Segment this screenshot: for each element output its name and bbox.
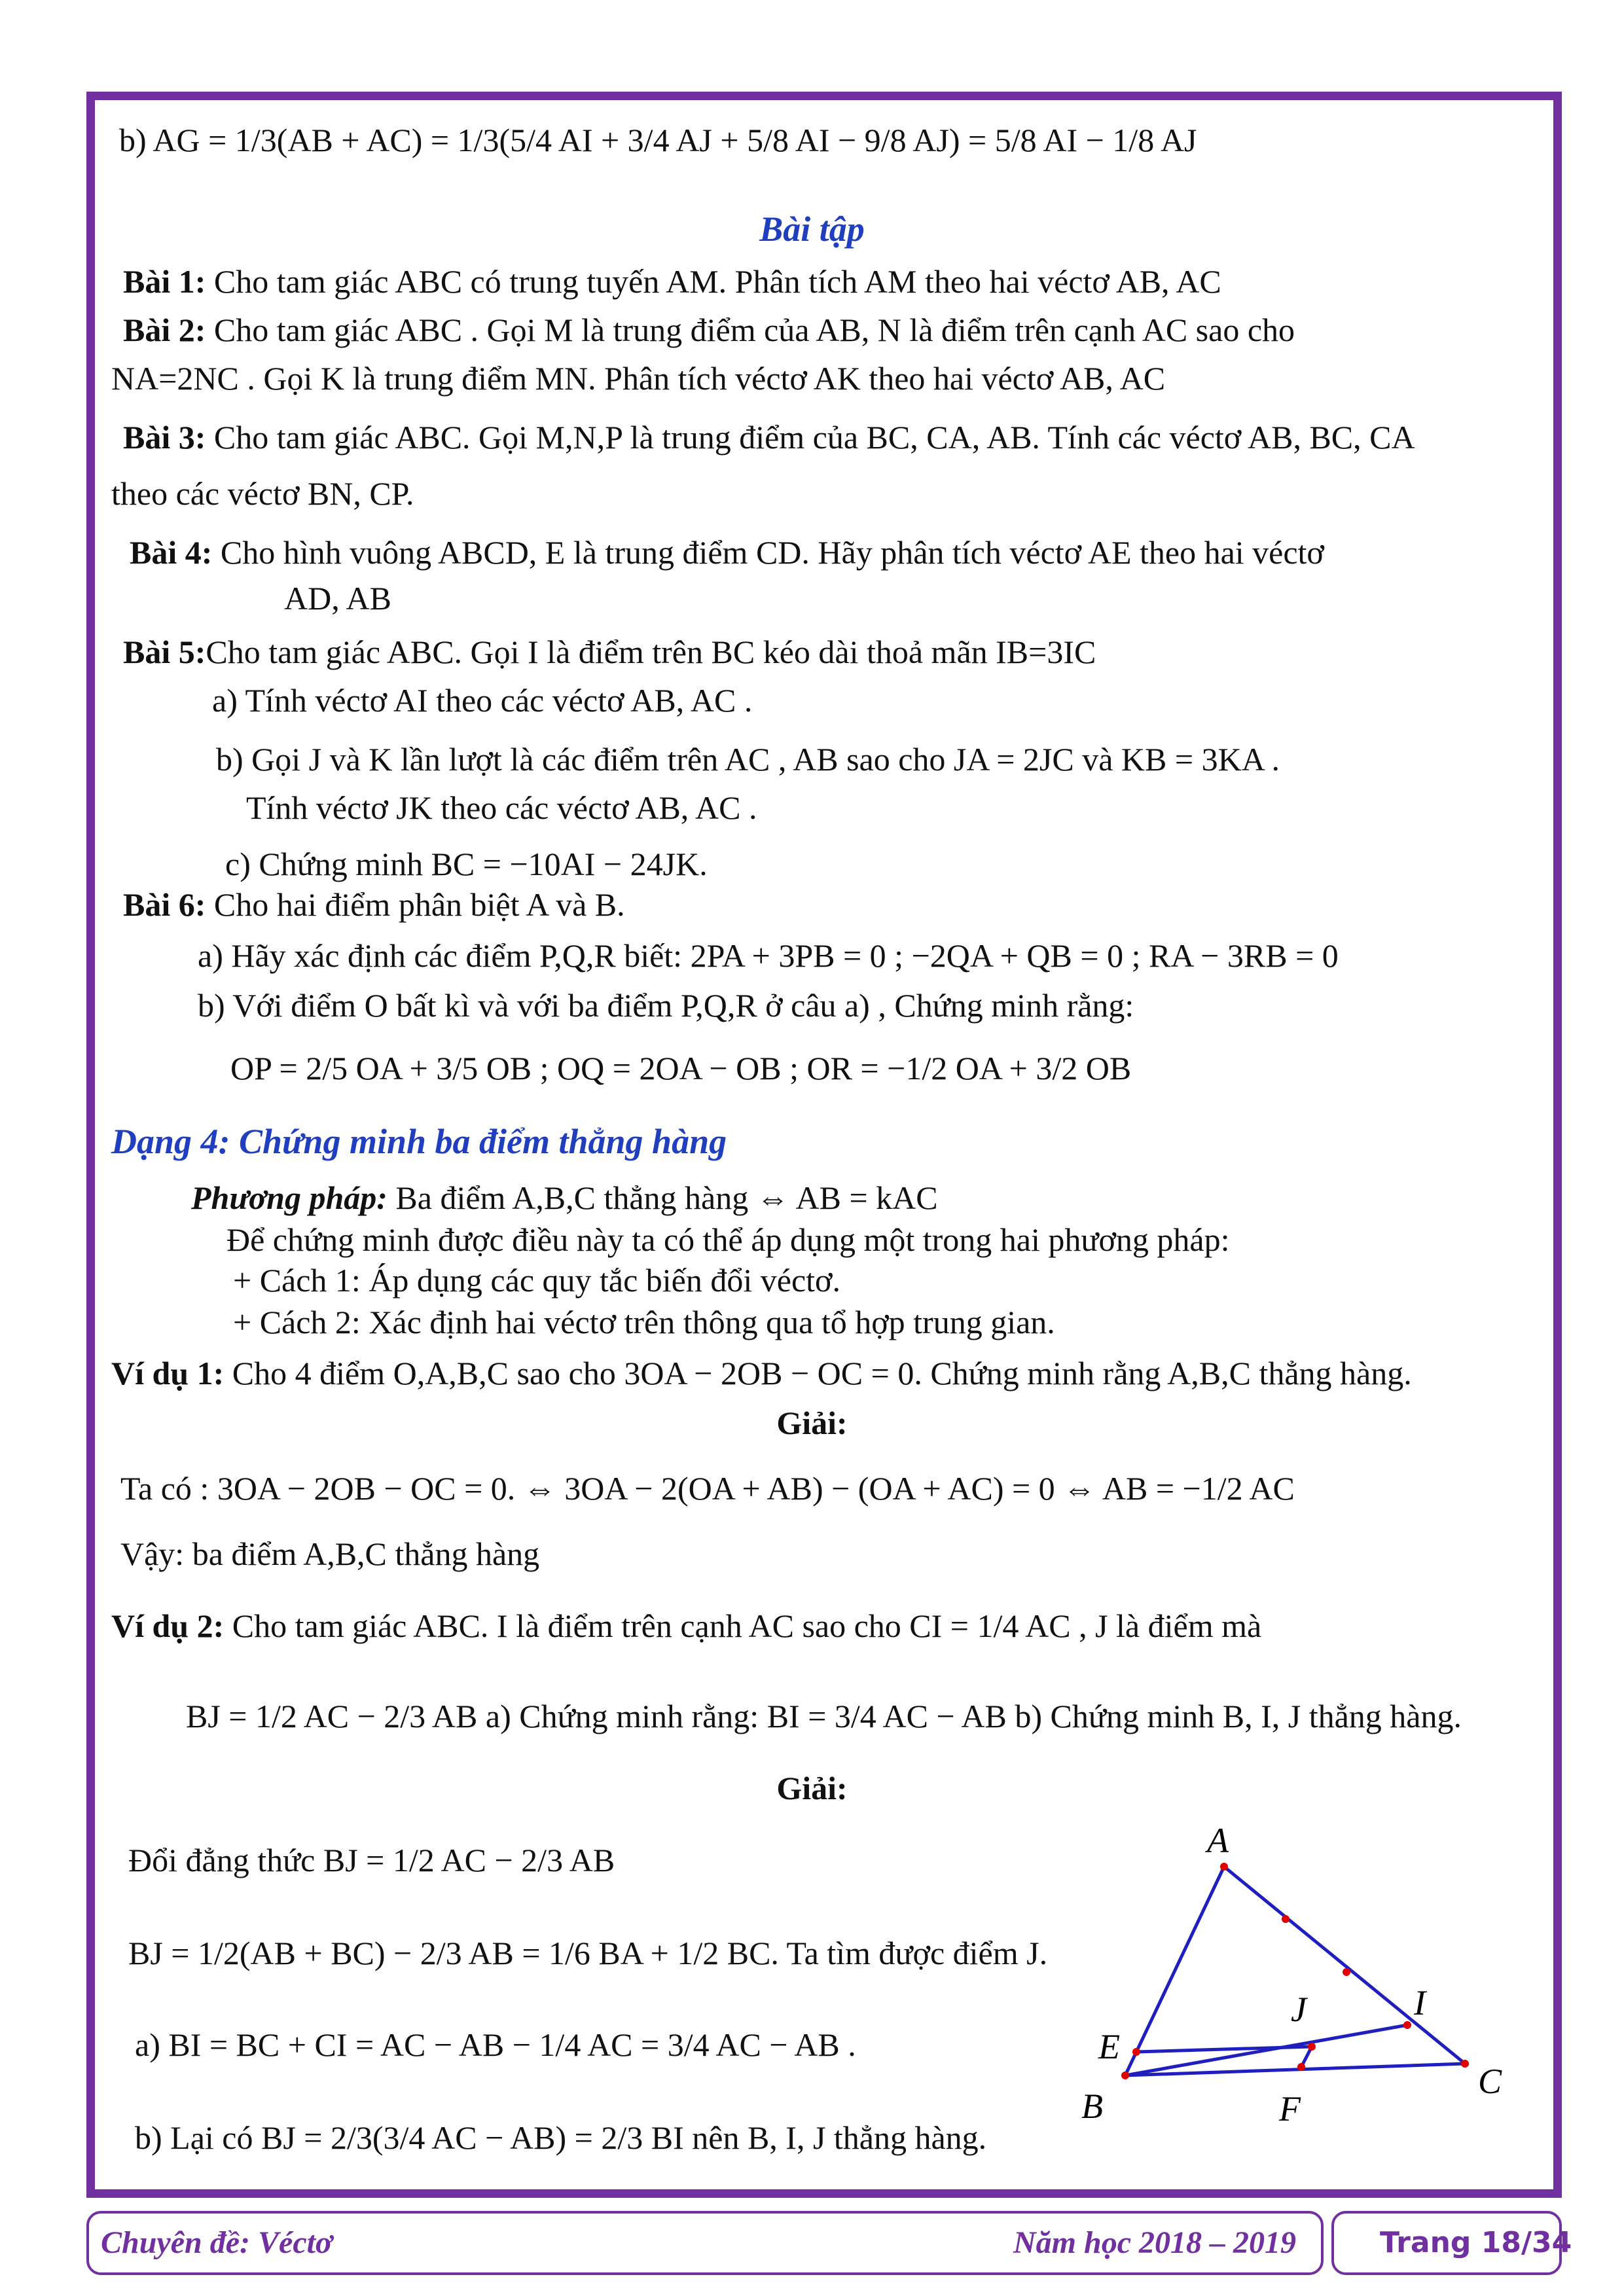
bai-4-line1: Cho hình vuông ABCD, E là trung điểm CD. Hãy phân tích véctơ AE theo hai véctơ — [220, 534, 1324, 571]
point-c — [1461, 2060, 1469, 2068]
vi-du-2-text: Cho tam giác ABC. I là điểm trên cạnh AC sao cho CI = 1/4 AC , J là điểm mà — [232, 1607, 1262, 1644]
vi-du-2 — [111, 1605, 1261, 1647]
bai-1 — [123, 260, 1221, 302]
bai-5-b2: Tính véctơ JK theo các véctơ AB, AC . — [246, 789, 757, 826]
footer-nam-hoc: Năm học 2018 – 2019 — [1013, 2225, 1296, 2260]
cach-2: + Cách 2: Xác định hai véctơ trên thông qua tổ hợp trung gian. — [233, 1304, 1055, 1340]
vi-du-2-step4: b) Lại có BJ = 2/3(3/4 AC − AB) = 2/3 BI nên B, I, J thẳng hàng. — [135, 2119, 987, 2156]
footer-chuyen-de: Chuyên đề: Véctơ — [101, 2225, 333, 2260]
segment-ej — [1136, 2047, 1312, 2052]
giai-1: Giải: — [776, 1405, 848, 1441]
point-b — [1121, 2072, 1129, 2079]
label-b: B — [1081, 2087, 1103, 2126]
vi-du-2-label: Ví dụ 2: — [111, 1607, 225, 1644]
bai-3-line1: Cho tam giác ABC. Gọi M,N,P là trung điểm của BC, CA, AB. Tính các véctơ AB, BC, CA — [213, 419, 1415, 456]
phuong-phap-label: Phương pháp: — [191, 1179, 388, 1216]
dang-4-line2: Để chứng minh được điều này ta có thể áp dụng một trong hai phương pháp: — [226, 1221, 1230, 1258]
vi-du-2-line2: BJ = 1/2 AC − 2/3 AB a) Chứng minh rằng: BI = 3/4 AC − AB b) Chứng minh B, I, J thẳng hàng. — [186, 1698, 1462, 1734]
vi-du-1-vay: Vậy: ba điểm A,B,C thẳng hàng — [120, 1535, 540, 1572]
label-a: A — [1207, 1821, 1229, 1860]
bai-6-b: b) Với điểm O bất kì và với ba điểm P,Q,R ở câu a) , Chứng minh rằng: — [198, 987, 1134, 1024]
bai-4-line2: AD, AB — [284, 580, 391, 617]
dang-4-title: Dạng 4: Chứng minh ba điểm thẳng hàng — [111, 1122, 727, 1161]
vi-du-1-text: Cho 4 điểm O,A,B,C sao cho 3OA − 2OB − OC = 0. Chứng minh rằng A,B,C thẳng hàng. — [232, 1355, 1412, 1391]
bai-5 — [123, 631, 1096, 673]
point-j — [1308, 2043, 1316, 2051]
bai-5-b1: b) Gọi J và K lần lượt là các điểm trên AC , AB sao cho JA = 2JC và KB = 3KA . — [216, 741, 1280, 778]
bai-2 — [123, 309, 1295, 351]
bai-6-line1: Cho hai điểm phân biệt A và B. — [213, 886, 625, 923]
vi-du-2-step1: Đổi đẳng thức BJ = 1/2 AC − 2/3 AB — [128, 1842, 615, 1878]
label-c: C — [1478, 2062, 1502, 2101]
vi-du-2-step2: BJ = 1/2(AB + BC) − 2/3 AB = 1/6 BA + 1/2 BC. Ta tìm được điểm J. — [128, 1935, 1048, 1971]
point-f — [1297, 2063, 1305, 2071]
label-e: E — [1098, 2027, 1120, 2066]
label-f: F — [1279, 2089, 1301, 2128]
phuong-phap-text: Ba điểm A,B,C thẳng hàng ⇔ AB = kAC — [395, 1179, 938, 1216]
vi-du-1 — [111, 1352, 1412, 1394]
point-mark-1 — [1282, 1915, 1290, 1923]
bai-2-line2: NA=2NC . Gọi K là trung điểm MN. Phân tích véctơ AK theo hai véctơ AB, AC — [111, 360, 1166, 397]
bai-1-label: Bài 1: — [123, 263, 206, 300]
bai-3-line2: theo các véctơ BN, CP. — [111, 475, 414, 512]
point-i — [1403, 2021, 1411, 2029]
vi-du-1-ta-co: Ta có : 3OA − 2OB − OC = 0. ⇔ 3OA − 2(OA + AB) − (OA + AC) = 0 ⇔ AB = −1/2 AC — [120, 1470, 1295, 1507]
bai-3-label: Bài 3: — [123, 419, 206, 456]
bai-4-label: Bài 4: — [130, 534, 213, 571]
bai-1-text: Cho tam giác ABC có trung tuyến AM. Phân tích AM theo hai véctơ AB, AC — [213, 263, 1221, 300]
top-part-b: b) AG = 1/3(AB + AC) = 1/3(5/4 AI + 3/4 AJ + 5/8 AI − 9/8 AJ) = 5/8 AI − 1/8 AJ — [119, 122, 1197, 158]
point-e — [1132, 2048, 1140, 2056]
bai-6 — [123, 884, 625, 925]
cach-1: + Cách 1: Áp dụng các quy tắc biến đổi véctơ. — [233, 1262, 840, 1299]
bai-2-line1: Cho tam giác ABC . Gọi M là trung điểm của AB, N là điểm trên cạnh AC sao cho — [213, 312, 1295, 348]
phuong-phap — [191, 1177, 938, 1219]
bai-6-formula: OP = 2/5 OA + 3/5 OB ; OQ = 2OA − OB ; OR = −1/2 OA + 3/2 OB — [230, 1050, 1132, 1086]
footer-page-number: Trang 18/34 — [1380, 2226, 1572, 2259]
point-a — [1220, 1863, 1228, 1871]
bai-6-a: a) Hãy xác định các điểm P,Q,R biết: 2PA + 3PB = 0 ; −2QA + QB = 0 ; RA − 3RB = 0 — [198, 937, 1339, 974]
vi-du-1-label: Ví dụ 1: — [111, 1355, 225, 1391]
bai-4 — [130, 531, 1324, 573]
point-mark-2 — [1343, 1968, 1350, 1976]
vi-du-2-step3: a) BI = BC + CI = AC − AB − 1/4 AC = 3/4 AC − AB . — [135, 2026, 856, 2063]
bai-5-a: a) Tính véctơ AI theo các véctơ AB, AC . — [212, 682, 753, 719]
triangle-figure — [1060, 1806, 1545, 2147]
bai-3 — [123, 416, 1415, 458]
bai-2-label: Bài 2: — [123, 312, 206, 348]
bai-5-label: Bài 5: — [123, 634, 206, 670]
bai-tap-title: Bài tập — [759, 209, 865, 249]
bai-5-c: c) Chứng minh BC = −10AI − 24JK. — [225, 846, 708, 882]
label-j: J — [1291, 1990, 1307, 2029]
giai-2: Giải: — [776, 1770, 848, 1806]
bai-6-label: Bài 6: — [123, 886, 206, 923]
label-i: I — [1414, 1983, 1426, 2022]
bai-5-line1: Cho tam giác ABC. Gọi I là điểm trên BC kéo dài thoả mãn IB=3IC — [206, 634, 1096, 670]
